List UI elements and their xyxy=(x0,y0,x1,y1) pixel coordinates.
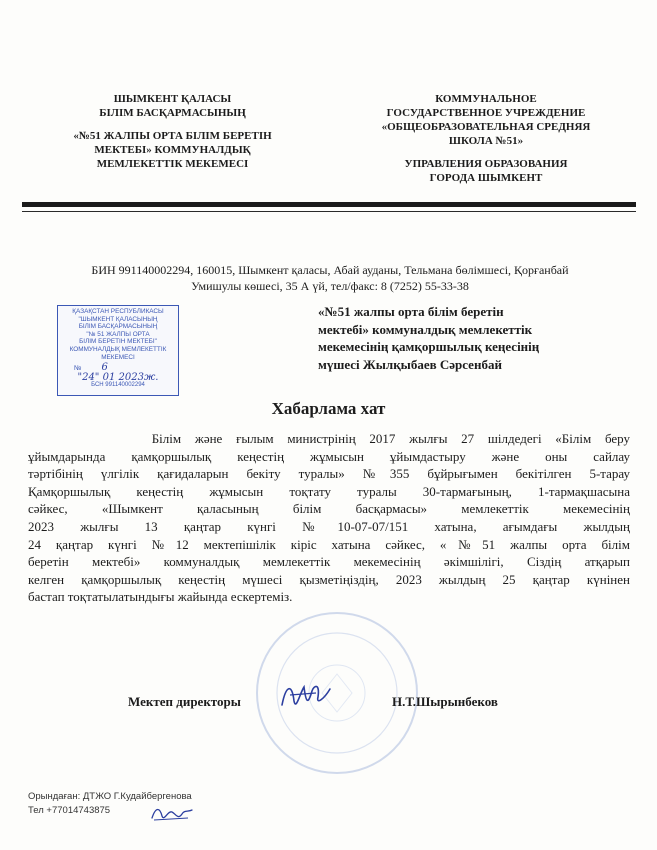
body-line: тәртібінің үлгілік қағидаларын бекіту туралы» №355 бұйрығымен бекітілген 5-тарау xyxy=(28,466,630,482)
letter-body xyxy=(28,430,630,606)
body-line: беретін мектебі» коммуналдық мемлекеттік мекемесінің әкімшілігі, Сіздің атқарып xyxy=(28,554,630,570)
stamp-line: "ШЫМКЕНТ ҚАЛАСЫНЫҢ xyxy=(78,315,158,323)
header-right-line: УПРАВЛЕНИЯ ОБРАЗОВАНИЯ xyxy=(404,158,568,170)
address-line: БИН 991140002294, 160015, Шымкент қаласы, Абай ауданы, Тельмана бөлімшесі, Қорғанбай xyxy=(91,263,569,277)
addressee-line: «№51 жалпы орта білім беретін xyxy=(318,304,504,319)
body-line: келген қамқоршылық кеңестің мүшесі қызметіңіздің, 2023 жылдың 25 қаңтар күнінен xyxy=(28,571,630,587)
addressee-line: мектебі» коммуналдық мемлекеттік xyxy=(318,321,533,337)
stamp-line: БІЛІМ БАСҚАРМАСЫНЫҢ xyxy=(78,323,158,331)
stamp-line: ҚАЗАҚСТАН РЕСПУБЛИКАСЫ xyxy=(72,308,164,315)
header-left-line: «№51 ЖАЛПЫ ОРТА БІЛІМ БЕРЕТІН xyxy=(73,130,272,142)
director-position: Мектеп директоры xyxy=(128,694,241,709)
header-right-line: ГОРОДА ШЫМКЕНТ xyxy=(429,172,543,184)
stamp-number-value: 6 xyxy=(101,362,108,374)
body-line: ұйымдарында қамқоршылық кеңестің жұмысын ұйымдастыру және оны сайлау xyxy=(28,448,630,464)
header-right-line: ШКОЛА №51» xyxy=(448,135,524,147)
header-right-line: КОММУНАЛЬНОЕ xyxy=(435,93,537,105)
stamp-line: КОММУНАЛДЫҚ МЕМЛЕКЕТТІК xyxy=(69,345,167,353)
header-left-line: МЕМЛЕКЕТТІК МЕКЕМЕСІ xyxy=(96,158,249,170)
body-line: Қамқоршылық кеңестің жұмысын тоқтату туралы 30-тармағының, 1-тармақшасына xyxy=(28,483,630,499)
document-title: Хабарлама хат xyxy=(271,399,386,418)
header-right-line: «ОБЩЕОБРАЗОВАТЕЛЬНАЯ СРЕДНЯЯ xyxy=(381,121,591,133)
body-line: Білім және ғылым министрінің 2017 жылғы 27 шілдедегі «Білім беру xyxy=(28,431,630,446)
director-signature-icon xyxy=(276,675,336,715)
header-left-line: БІЛІМ БАСҚАРМАСЫНЫҢ xyxy=(99,107,246,119)
preparer-signature-icon xyxy=(148,802,196,824)
body-line: сәйкес, «Шымкент қаласының білім басқармасы» мемлекеттік мекемесінің xyxy=(28,501,630,517)
addressee-block xyxy=(318,303,638,373)
body-line: 2023 жылғы 13 қаңтар күнгі №10-07-07/151 хатына, ағымдағы жылдың xyxy=(28,518,630,534)
stamp-line: "№ 51 ЖАЛПЫ ОРТА xyxy=(86,330,150,338)
stamp-line: МЕКЕМЕСІ xyxy=(101,353,135,361)
header-right-line: ГОСУДАРСТВЕННОЕ УЧРЕЖДЕНИЕ xyxy=(386,107,586,119)
header-divider-thin xyxy=(22,211,636,212)
header-kazakh xyxy=(50,92,295,171)
stamp-bsn: БСН 991140002294 xyxy=(91,382,145,389)
body-line: бастап тоқтатылатындығы жайында ескертеміз. xyxy=(28,589,293,605)
director-name: Н.Т.Шырынбеков xyxy=(392,694,498,709)
address-line: Умишулы көшесі, 35 А үй, тел/факс: 8 (7252) 55-33-38 xyxy=(191,279,469,293)
body-line: 24 қаңтар күнгі №12 мектепішілік кіріс хатына сәйкес, «№51 жалпы орта білім xyxy=(28,536,630,552)
stamp-line: БІЛІМ БЕРЕТІН МЕКТЕБІ" xyxy=(79,338,157,346)
header-left-line: ШЫМКЕНТ ҚАЛАСЫ xyxy=(113,93,232,105)
header-russian xyxy=(352,92,620,185)
header-divider-thick xyxy=(22,202,636,207)
addressee-line: мекемесінің қамқоршылық кеңесінің xyxy=(318,339,540,354)
registration-stamp xyxy=(57,305,179,396)
stamp-date: "24" 01 2023ж. xyxy=(77,371,159,383)
addressee-line: мүшесі Жылқыбаев Сәрсенбай xyxy=(318,356,502,372)
organization-address xyxy=(30,262,630,294)
stamp-number-label: № xyxy=(74,365,82,373)
prepared-by-name: Орындаған: ДТЖО Г.Кудайбергенова xyxy=(28,791,192,802)
prepared-by-phone: Тел +77014743875 xyxy=(28,805,111,816)
header-left-line: МЕКТЕБІ» КОММУНАЛДЫҚ xyxy=(94,144,251,156)
